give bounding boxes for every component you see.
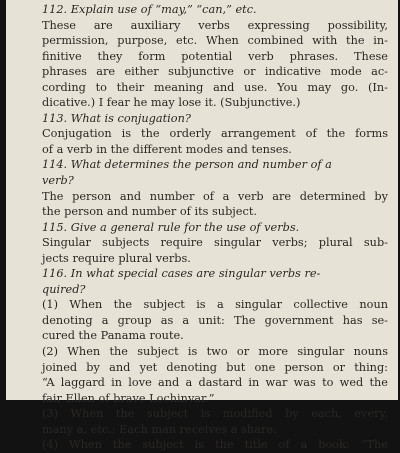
- question-116: 116. In what special cases are singular verbs re-: [42, 267, 321, 281]
- text-line: joined by and yet denoting but one person or thing:: [42, 360, 388, 374]
- text-line: finitive they form potential verb phrases. These: [42, 49, 388, 63]
- text-line: cording to their meaning and use. You may go. (In-: [42, 80, 388, 94]
- text-line: “A laggard in love and a dastard in war was to wed the: [42, 376, 388, 390]
- text-line: (1) When the subject is a singular collective noun: [42, 298, 388, 312]
- text-line: (4) When the subject is the title of a book: “The: [42, 438, 388, 452]
- text-line: fair Ellen of brave Lochinvar.”: [42, 391, 215, 405]
- text-line: denoting a group as a unit: The government has se-: [42, 313, 388, 327]
- text-line: phrases are either subjunctive or indicative mode ac-: [42, 65, 388, 79]
- text-line: permission, purpose, etc. When combined with the in-: [42, 34, 388, 48]
- text-line: dicative.) I fear he may lose it. (Subjunctive.): [42, 96, 301, 110]
- page-text: [42, 2, 388, 453]
- question-116-cont: quired?: [42, 282, 86, 296]
- question-112: 112. Explain use of “may,” “can,” etc.: [42, 3, 257, 16]
- text-line: of a verb in the different modes and tenses.: [42, 142, 292, 156]
- text-line: (3) When the subject is modified by each, every,: [42, 407, 388, 421]
- question-114-cont: verb?: [42, 174, 74, 188]
- text-line: many a, etc.: Each man receives a share.: [42, 422, 277, 436]
- text-line: jects require plural verbs.: [42, 251, 191, 265]
- question-115: 115. Give a general rule for the use of verbs.: [42, 220, 300, 234]
- text-line: These are auxiliary verbs expressing possibility,: [42, 18, 388, 32]
- text-line: Conjugation is the orderly arrangement of the forms: [42, 127, 388, 141]
- question-113: 113. What is conjugation?: [42, 111, 191, 125]
- question-114: 114. What determines the person and number of a: [42, 158, 332, 172]
- book-page: [6, 0, 398, 452]
- text-line: cured the Panama route.: [42, 329, 184, 343]
- text-line: the person and number of its subject.: [42, 205, 257, 219]
- text-line: The person and number of a verb are determined by: [42, 189, 388, 203]
- text-line: (2) When the subject is two or more singular nouns: [42, 345, 388, 359]
- text-line: Singular subjects require singular verbs; plural sub-: [42, 236, 388, 250]
